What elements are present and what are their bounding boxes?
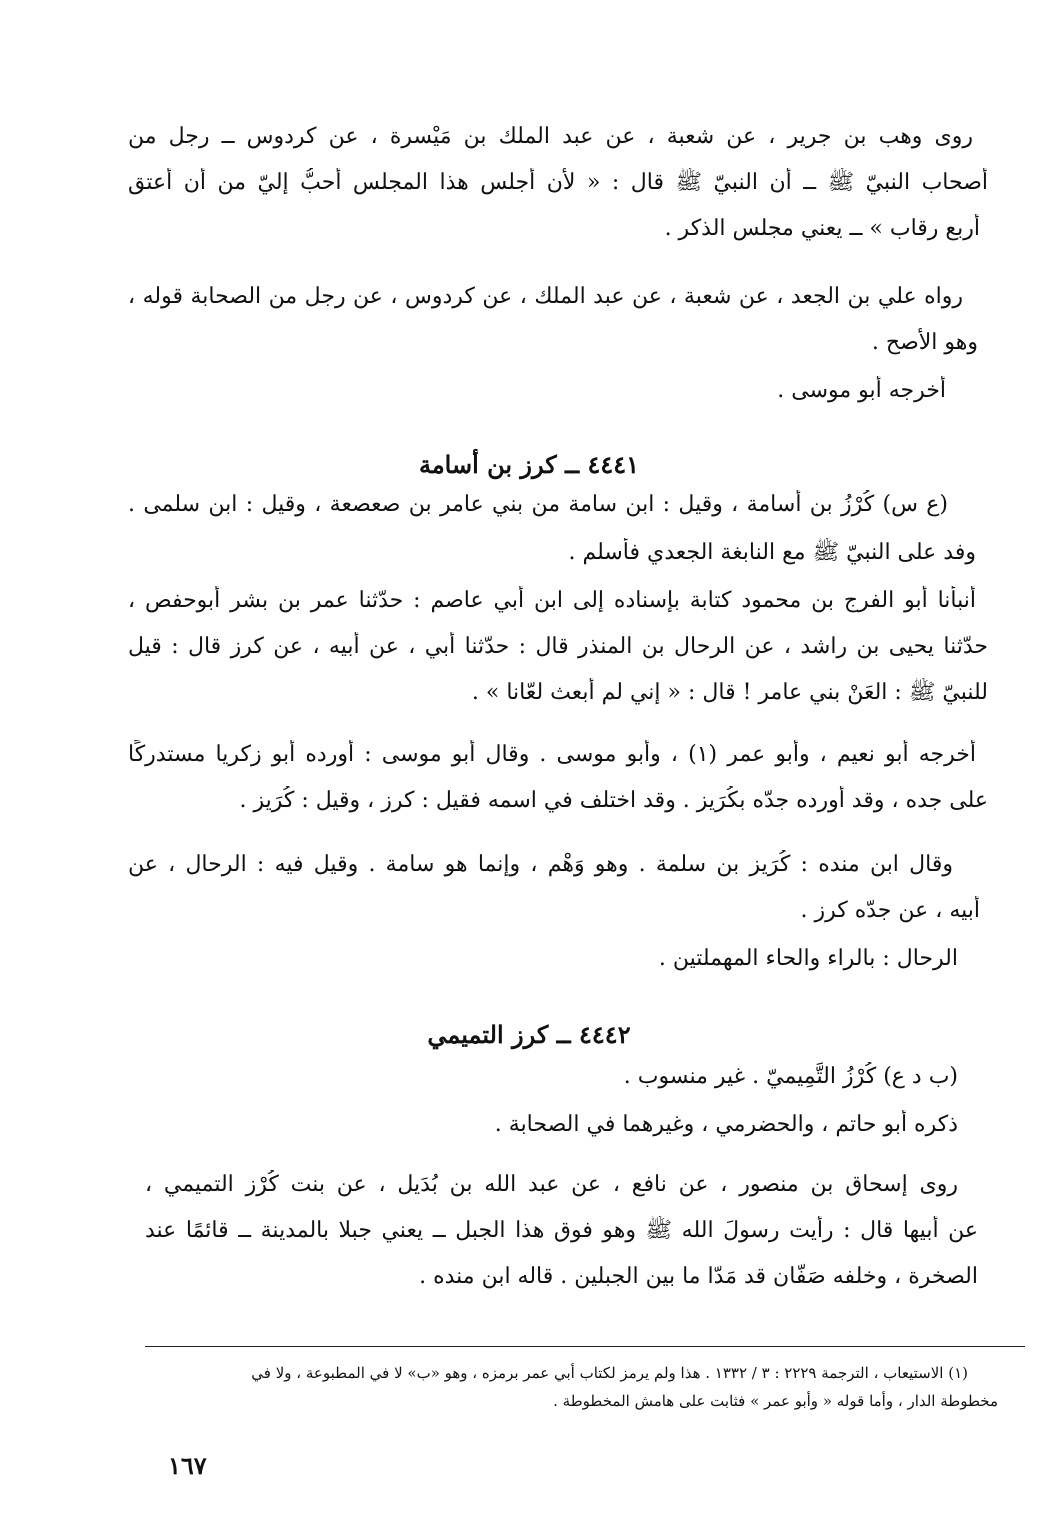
text-line: وقال ابن منده : كُرَيز بن سلمة . وهو وَهْم ، وإنما هو سامة . وقيل فيه : الرحال ، عن [128,852,953,877]
text-line: روى وهب بن جرير ، عن شعبة ، عن عبد الملك بن مَيْسرة ، عن كردوس ــ رجل من [128,124,973,149]
text-line: على جده ، وقد أورده جدّه بكُرَيز . وقد اختلف في اسمه فقيل : كرز ، وقيل : كُرَيز . [239,788,988,813]
text-line: الصخرة ، وخلفه صَفّان قد مَدّا ما بين الجبلين . قاله ابن منده . [419,1264,978,1289]
text-line: روى إسحاق بن منصور ، عن نافع ، عن عبد الله بن بُدَيل ، عن بنت كُرْز التميمي ، [145,1172,958,1197]
text-line: أنبأنا أبو الفرج بن محمود كتابة بإسناده إلى ابن أبي عاصم : حدّثنا عمر بن بشر أبوحفص ، [128,588,976,613]
text-line: (ع س) كُرْزُ بن أسامة ، وقيل : ابن سامة من بني عامر بن صعصعة ، وقيل : ابن سلمى . [128,492,948,517]
footnote-line: مخطوطة الدار ، وأما قوله « وأبو عمر » فثابت على هامش المخطوطة . [553,1392,998,1410]
entry-heading: ٤٤٤٢ ــ كرز التميمي [427,1020,631,1049]
page-number: ١٦٧ [168,1451,207,1480]
text-line: أخرجه أبو نعيم ، وأبو عمر (١) ، وأبو موسى . وقال أبو موسى : أورده أبو زكريا مستدركًا [128,742,976,767]
text-line: حدّثنا يحيى بن راشد ، عن الرحال بن المنذر قال : حدّثنا أبي ، عن أبيه ، عن كرز قال : قيل [128,634,988,659]
text-line: للنبيّ ﷺ : العَنْ بني عامر ! قال : « إني لم أبعث لعّانا » . [471,680,988,705]
footnote-line: (١) الاستيعاب ، الترجمة ٢٢٢٩ : ٣ / ١٣٣٢ . هذا ولم يرمز لكتاب أبي عمر برمزه ، وهو «ب» لا في المطبوعة ، ولا في [251,1364,968,1382]
text-line: وهو الأصح . [871,330,978,355]
text-line: أخرجه أبو موسى . [777,378,946,403]
text-line: وفد على النبيّ ﷺ مع النابغة الجعدي فأسلم . [568,540,976,565]
footnote-divider [145,1346,1025,1347]
text-line: أبيه ، عن جدّه كرز . [800,898,980,923]
text-line: أصحاب النبيّ ﷺ ــ أن النبيّ ﷺ قال : « لأن أجلس هذا المجلس أحبُّ إليّ من أن أعتق [128,170,988,195]
text-line: عن أبيها قال : رأيت رسولَ الله ﷺ وهو فوق هذا الجبل ــ يعني جبلا بالمدينة ــ قائمًا عند [145,1218,978,1243]
text-line: (ب د ع) كُرْزُ التَّمِيميّ . غير منسوب . [623,1064,958,1089]
text-line: الرحال : بالراء والحاء المهملتين . [658,946,958,971]
text-line: أربع رقاب » ــ يعني مجلس الذكر . [664,216,980,241]
text-line: ذكره أبو حاتم ، والحضرمي ، وغيرهما في الصحابة . [494,1112,958,1137]
entry-heading: ٤٤٤١ ــ كرز بن أسامة [418,450,640,479]
text-line: رواه علي بن الجعد ، عن شعبة ، عن عبد الملك ، عن كردوس ، عن رجل من الصحابة قوله ، [128,284,963,309]
